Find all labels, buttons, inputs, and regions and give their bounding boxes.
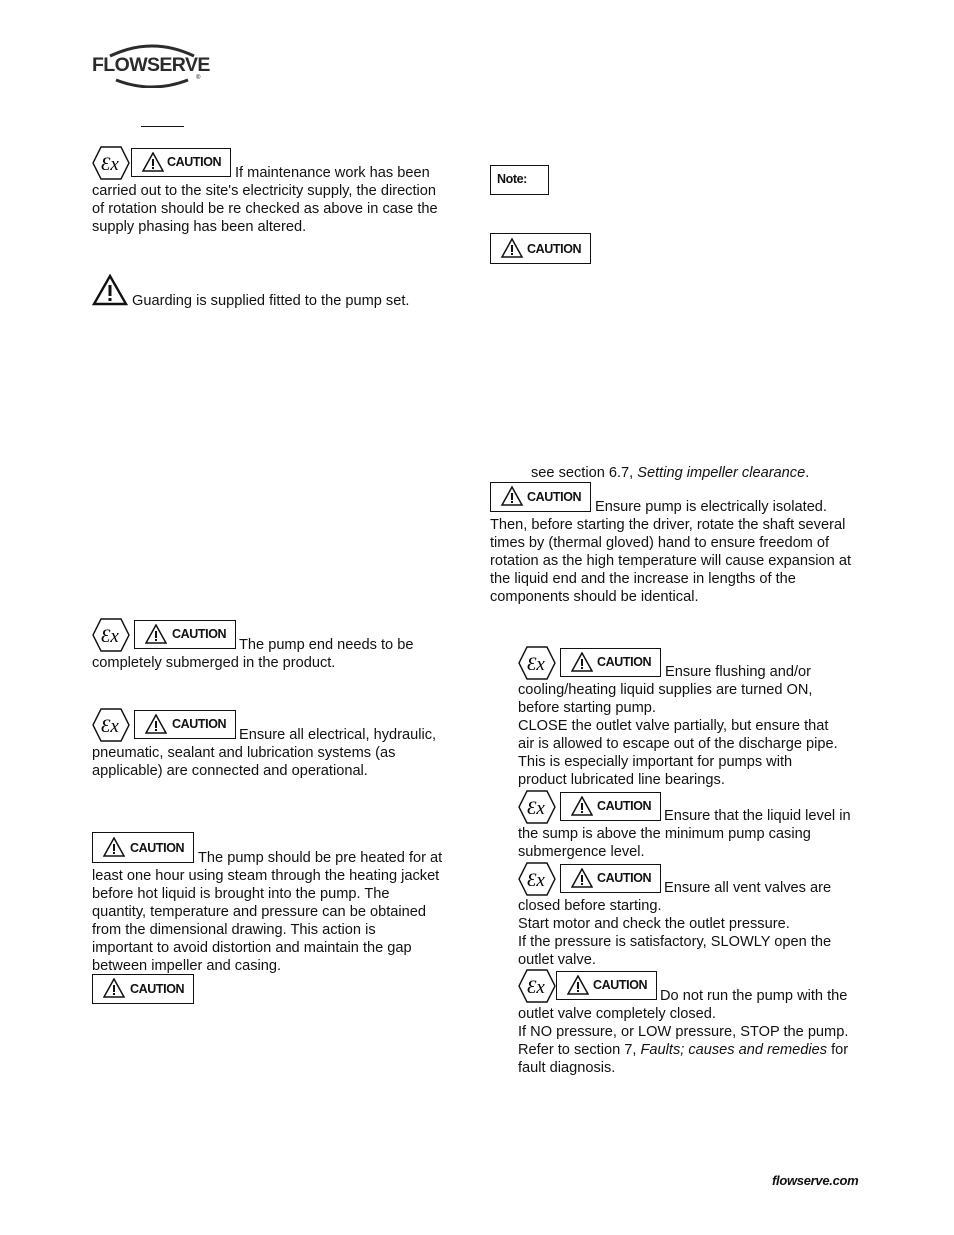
right-paragraph-5: Do not run the pump with the outlet valve completely closed. If NO pressure, or LOW pressure, STOP the pump. Refer to section 7, Faults; causes and remedies for fault diagnosis. xyxy=(518,988,849,1076)
caution-badge: CAUTION xyxy=(131,148,231,177)
caution-badge: CAUTION xyxy=(560,864,661,893)
svg-text:Ɛx: Ɛx xyxy=(101,154,119,175)
caution-badge: CAUTION xyxy=(556,971,657,1000)
logo-registered-mark: ® xyxy=(196,75,201,81)
left-paragraph-1: If maintenance work has been carried out to the site's electricity supply, the direction of rotation should be re checked as above in case the supply phasing has been altered. xyxy=(92,165,438,235)
caution-badge: CAUTION xyxy=(134,620,236,649)
svg-text:Ɛx: Ɛx xyxy=(101,716,119,737)
right-paragraph-2: Ensure flushing and/or cooling/heating liquid supplies are turned ON, before starting pump. CLOSE the outlet valve partially, but ensure that air is allowed to escape out of the discharge pipe. This is especially important for pumps with product lubricated line bearings. xyxy=(518,664,838,788)
flowserve-logo xyxy=(92,42,212,88)
caution-badge: CAUTION xyxy=(92,974,194,1004)
see-section-line: see section 6.7, Setting impeller clearance. xyxy=(531,465,810,481)
section-reference: Faults; causes and remedies xyxy=(640,1042,828,1058)
caution-badge: CAUTION xyxy=(92,832,194,863)
logo-text: FLOWSERVE xyxy=(92,54,210,76)
warning-triangle-icon xyxy=(92,274,128,306)
heading-underline xyxy=(141,126,184,127)
caution-badge: CAUTION xyxy=(560,792,661,821)
footer-site: flowserve.com xyxy=(772,1173,859,1188)
section-reference: Setting impeller clearance xyxy=(637,465,806,481)
left-paragraph-3: The pump end needs to be completely submerged in the product. xyxy=(92,637,414,671)
caution-badge: CAUTION xyxy=(490,233,591,264)
left-paragraph-2: Guarding is supplied fitted to the pump set. xyxy=(132,293,410,309)
caution-badge: CAUTION xyxy=(490,482,591,512)
svg-text:Ɛx: Ɛx xyxy=(101,626,119,647)
svg-text:Ɛx: Ɛx xyxy=(527,798,545,819)
right-paragraph-1: Ensure pump is electrically isolated. Then, before starting the driver, rotate the shaft several times by (thermal gloved) hand to ensure freedom of rotation as the high temperature will cause expansion at the liquid end and the increase in lengths of the components should be identical. xyxy=(490,499,852,605)
svg-text:Ɛx: Ɛx xyxy=(527,870,545,891)
warning-triangle-icon xyxy=(501,238,523,258)
svg-text:Ɛx: Ɛx xyxy=(527,654,545,675)
right-paragraph-4: Ensure all vent valves are closed before starting. Start motor and check the outlet pressure. If the pressure is satisfactory, SLOWLY open the outlet valve. xyxy=(518,880,832,968)
caution-badge: CAUTION xyxy=(560,648,661,677)
warning-triangle-icon xyxy=(103,978,125,998)
note-badge: Note: xyxy=(490,165,549,195)
right-paragraph-3: Ensure that the liquid level in the sump is above the minimum pump casing submergence level. xyxy=(518,808,851,860)
left-paragraph-4: Ensure all electrical, hydraulic, pneumatic, sealant and lubrication systems (as applicable) are connected and operational. xyxy=(92,727,437,779)
svg-text:Ɛx: Ɛx xyxy=(527,977,545,998)
left-paragraph-5: The pump should be pre heated for at least one hour using steam through the heating jacket before hot liquid is brought into the pump. The quantity, temperature and pressure can be obtained from the dimensional drawing. This action is important to avoid distortion and maintain the gap between impeller and casing. xyxy=(92,850,443,974)
caution-badge: CAUTION xyxy=(134,710,236,739)
